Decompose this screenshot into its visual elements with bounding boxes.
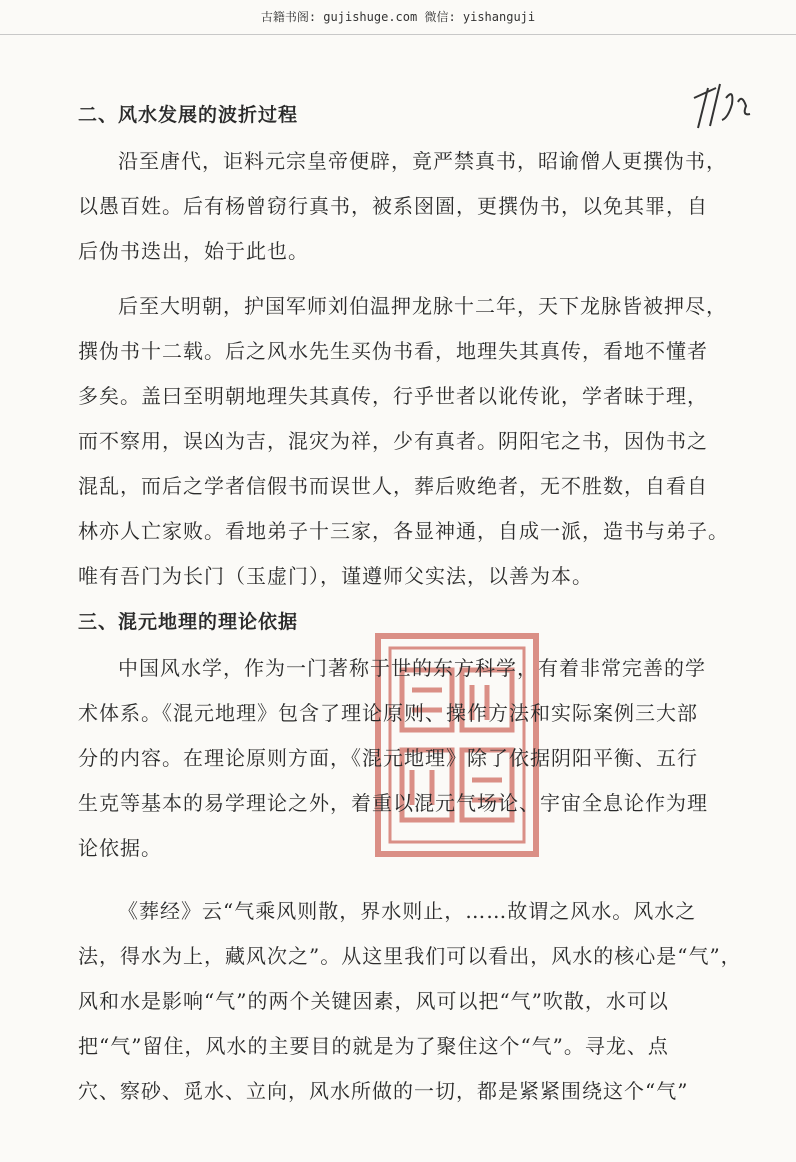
document-body bbox=[78, 96, 742, 1122]
text-line: 后至大明朝，护国军师刘伯温押龙脉十二年，天下龙脉皆被押尽， bbox=[118, 294, 727, 318]
paragraph bbox=[78, 889, 742, 1114]
section-heading: 二、风水发展的波折过程 bbox=[78, 104, 299, 126]
paragraph bbox=[78, 646, 708, 871]
text-line: 撰伪书十二载。后之风水先生买伪书看，地理失其真传，看地不懂者 bbox=[78, 339, 708, 363]
text-line: 法，得水为上，藏风次之”。从这里我们可以看出，风水的核心是“气”， bbox=[78, 944, 742, 968]
paragraph bbox=[78, 139, 727, 274]
watermark-header: 古籍书阁: gujishuge.com 微信: yishanguji bbox=[0, 0, 796, 35]
paragraph bbox=[78, 284, 729, 599]
text-line: 混乱，而后之学者信假书而误世人，葬后败绝者，无不胜数，自看自 bbox=[78, 474, 708, 498]
text-line: 生克等基本的易学理论之外，着重以混元气场论、宇宙全息论作为理 bbox=[78, 791, 708, 815]
text-line: 唯有吾门为长门（玉虚门），谨遵师父实法，以善为本。 bbox=[78, 564, 593, 588]
text-line: 术体系。《混元地理》包含了理论原则、操作方法和实际案例三大部 bbox=[78, 701, 698, 725]
text-line: 以愚百姓。后有杨曾窃行真书，被系囹圄，更撰伪书，以免其罪，自 bbox=[78, 194, 708, 218]
text-line: 穴、察砂、觅水、立向，风水所做的一切，都是紧紧围绕这个“气” bbox=[78, 1079, 689, 1103]
text-line: 而不察用，误凶为吉，混灾为祥，少有真者。阴阳宅之书，因伪书之 bbox=[78, 429, 708, 453]
text-line: 多矣。盖曰至明朝地理失其真传，行乎世者以讹传讹，学者昧于理， bbox=[78, 384, 708, 408]
text-line: 中国风水学，作为一门著称于世的东方科学，有着非常完善的学 bbox=[118, 656, 706, 680]
section-heading: 三、混元地理的理论依据 bbox=[78, 611, 299, 633]
text-line: 后伪书迭出，始于此也。 bbox=[78, 239, 309, 263]
text-line: 论依据。 bbox=[78, 836, 162, 860]
text-line: 《葬经》云“气乘风则散，界水则止，……故谓之风水。风水之 bbox=[118, 899, 697, 923]
text-line: 分的内容。在理论原则方面，《混元地理》除了依据阴阳平衡、五行 bbox=[78, 746, 698, 770]
text-line: 风和水是影响“气”的两个关键因素，风可以把“气”吹散，水可以 bbox=[78, 989, 669, 1013]
text-line: 林亦人亡家败。看地弟子十三家，各显神通，自成一派，造书与弟子。 bbox=[78, 519, 729, 543]
text-line: 把“气”留住，风水的主要目的就是为了聚住这个“气”。寻龙、点 bbox=[78, 1034, 669, 1058]
text-line: 沿至唐代，讵料元宗皇帝便辟，竟严禁真书，昭谕僧人更撰伪书， bbox=[118, 149, 727, 173]
